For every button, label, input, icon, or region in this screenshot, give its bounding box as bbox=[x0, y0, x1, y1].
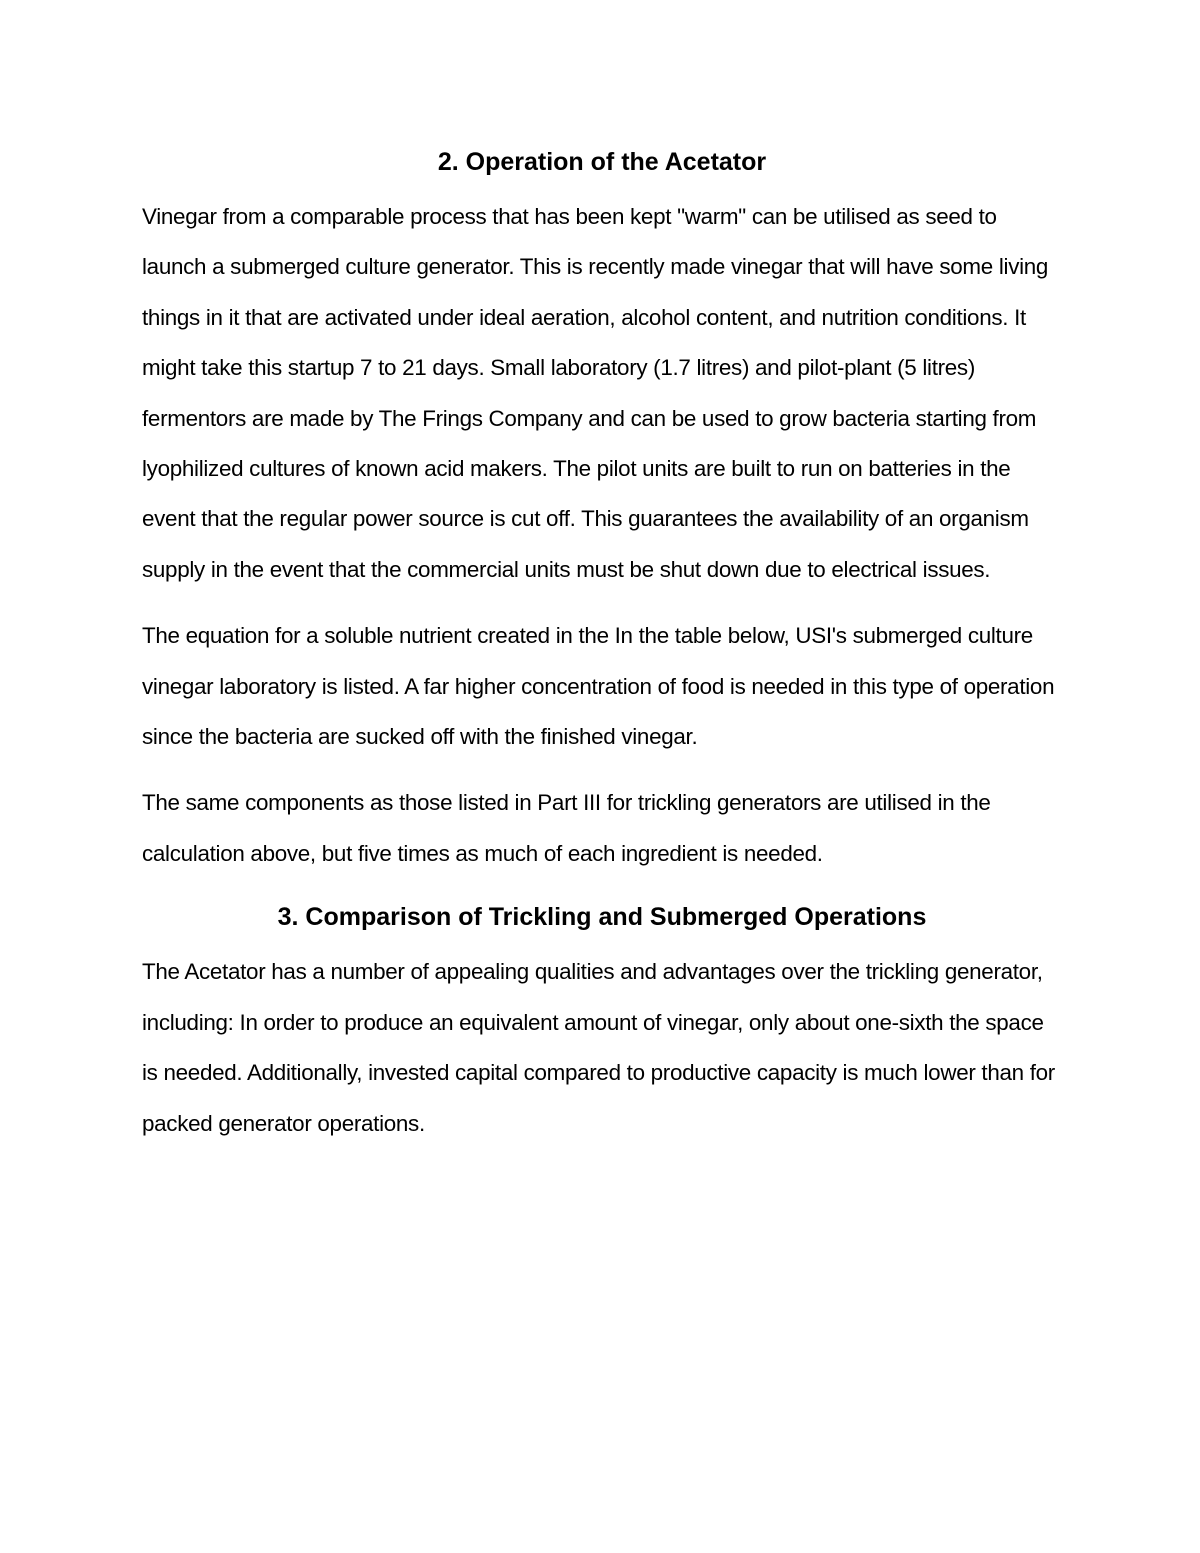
paragraph-acetator-advantages: The Acetator has a number of appealing qualities and advantages over the trickling generator, including: In order to produce an equivalent amount of vinegar, only about one-sixth the space is needed. Additionally, invested capital compared to productive capacity is much lower than for packed generator operations. bbox=[142, 959, 1055, 1136]
section-heading-comparison: 3. Comparison of Trickling and Submerged Operations bbox=[277, 903, 927, 932]
paragraph-seed-vinegar: Vinegar from a comparable process that has been kept "warm" can be utilised as seed to launch a submerged culture generator. This is recently made vinegar that will have some living things in it that are activated under ideal aeration, alcohol content, and nutrition conditions. It might take this startup 7 to 21 days. Small laboratory (1.7 litres) and pilot-plant (5 litres) fermentors are made by The Frings Company and can be used to grow bacteria starting from lyophilized cultures of known acid makers. The pilot units are built to run on batteries in the event that the regular power source is cut off. This guarantees the availability of an organism supply in the event that the commercial units must be shut down due to electrical issues. bbox=[142, 204, 1049, 582]
paragraph-soluble-nutrient: The equation for a soluble nutrient created in the In the table below, USI's submerged culture vinegar laboratory is listed. A far higher concentration of food is needed in this type of operation since the bacteria are sucked off with the finished vinegar. bbox=[142, 623, 1055, 750]
paragraph-same-components: The same components as those listed in Part III for trickling generators are utilised in the calculation above, but five times as much of each ingredient is needed. bbox=[142, 790, 991, 866]
document-body bbox=[142, 140, 1062, 1165]
section-heading-operation-of-acetator: 2. Operation of the Acetator bbox=[437, 148, 767, 176]
